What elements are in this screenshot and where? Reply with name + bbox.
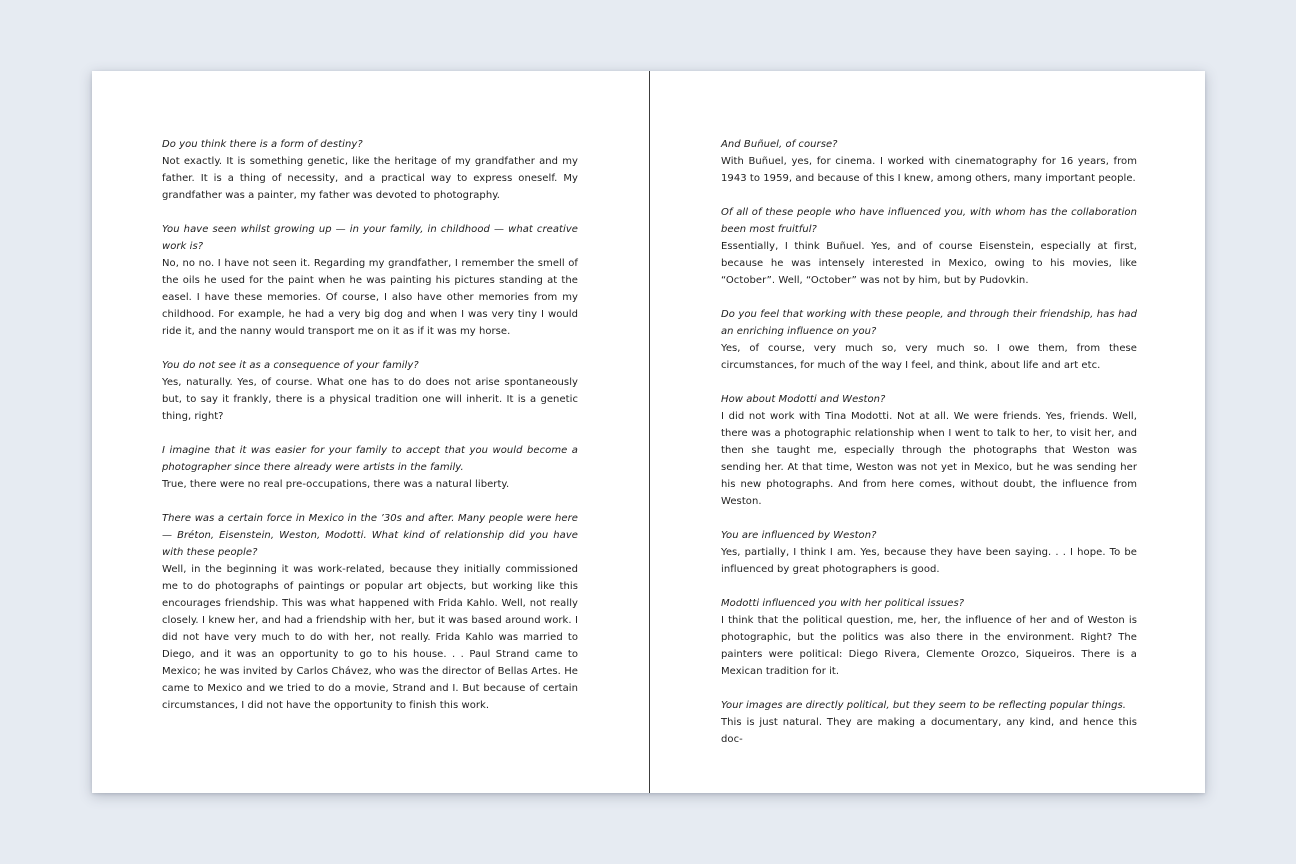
qa-block	[721, 136, 1137, 187]
interview-answer: Yes, of course, very much so, very much so. I owe them, from these circumstances, for much of the way I feel, and think, about life and art etc.	[721, 343, 1137, 371]
qa-block	[721, 697, 1137, 748]
qa-block	[162, 357, 578, 425]
left-page	[162, 136, 578, 731]
interview-question: You are influenced by Weston?	[721, 530, 877, 541]
qa-block	[721, 204, 1137, 289]
interview-question: There was a certain force in Mexico in the ’30s and after. Many people were here — Bréton, Eisenstein, Weston, Modotti. What kind of relationship did you have with these people?	[162, 513, 578, 558]
qa-block	[721, 306, 1137, 374]
interview-answer: With Buñuel, yes, for cinema. I worked with cinematography for 16 years, from 1943 to 1959, and because of this I knew, among others, many important people.	[721, 156, 1137, 184]
qa-block	[162, 136, 578, 204]
interview-answer: I think that the political question, me, her, the influence of her and of Weston is photographic, but the politics was also there in the environment. Right? The painters were political: Diego Rivera, Clemente Orozco, Siqueiros. There is a Mexican tradition for it.	[721, 615, 1137, 677]
qa-block	[721, 391, 1137, 510]
interview-answer: I did not work with Tina Modotti. Not at all. We were friends. Yes, friends. Well, there was a photographic relationship when I went to talk to her, to visit her, and then she taught me, especially through the photographs that Weston was sending her. At that time, Weston was not yet in Mexico, but he was sending her his new photographs. And from here comes, without doubt, the influence from Weston.	[721, 411, 1137, 507]
qa-block	[721, 595, 1137, 680]
qa-block	[162, 221, 578, 340]
interview-question: You do not see it as a consequence of your family?	[162, 360, 419, 371]
book-gutter	[649, 71, 650, 793]
interview-answer: This is just natural. They are making a documentary, any kind, and hence this doc-	[721, 717, 1137, 745]
interview-answer: Essentially, I think Buñuel. Yes, and of course Eisenstein, especially at first, because he was intensely interested in Mexico, owing to his movies, like “October”. Well, “October” was not by him, but by Pudovkin.	[721, 241, 1137, 286]
interview-answer: True, there were no real pre-occupations, there was a natural liberty.	[162, 479, 510, 490]
qa-block	[162, 510, 578, 714]
interview-question: Do you think there is a form of destiny?	[162, 139, 363, 150]
interview-question: You have seen whilst growing up — in your family, in childhood — what creative work is?	[162, 224, 578, 252]
interview-question: Your images are directly political, but they seem to be reflecting popular things.	[721, 700, 1126, 711]
book-spread	[92, 71, 1205, 793]
interview-question: Of all of these people who have influenced you, with whom has the collaboration been most fruitful?	[721, 207, 1137, 235]
interview-answer: Yes, naturally. Yes, of course. What one has to do does not arise spontaneously but, to say it frankly, there is a physical tradition one will inherit. It is a genetic thing, right?	[162, 377, 578, 422]
interview-question: Do you feel that working with these people, and through their friendship, has had an enriching influence on you?	[721, 309, 1137, 337]
interview-question: How about Modotti and Weston?	[721, 394, 886, 405]
interview-answer: Well, in the beginning it was work-related, because they initially commissioned me to do photographs of paintings or popular art objects, but working like this encourages friendship. This was what happened with Frida Kahlo. Well, not really closely. I knew her, and had a friendship with her, but it was based around work. I did not have very much to do with her, not really. Frida Kahlo was married to Diego, and it was an opportunity to go to his house. . . Paul Strand came to Mexico; he was invited by Carlos Chávez, who was the director of Bellas Artes. He came to Mexico and we tried to do a movie, Strand and I. But because of certain circumstances, I did not have the opportunity to finish this work.	[162, 564, 578, 711]
interview-question: And Buñuel, of course?	[721, 139, 838, 150]
right-page	[721, 136, 1137, 765]
interview-answer: Yes, partially, I think I am. Yes, because they have been saying. . . I hope. To be influenced by great photographers is good.	[721, 547, 1137, 575]
qa-block	[721, 527, 1137, 578]
interview-answer: No, no no. I have not seen it. Regarding my grandfather, I remember the smell of the oils he used for the paint when he was painting his pictures standing at the easel. I have these memories. Of course, I also have other memories from my childhood. For example, he had a very big dog and when I was very tiny I would ride it, and the nanny would transport me on it as if it was my horse.	[162, 258, 578, 337]
interview-question: Modotti influenced you with her political issues?	[721, 598, 965, 609]
interview-question: I imagine that it was easier for your family to accept that you would become a photographer since there already were artists in the family.	[162, 445, 578, 473]
qa-block	[162, 442, 578, 493]
interview-answer: Not exactly. It is something genetic, like the heritage of my grandfather and my father. It is a thing of necessity, and a practical way to express oneself. My grandfather was a painter, my father was devoted to photography.	[162, 156, 578, 201]
